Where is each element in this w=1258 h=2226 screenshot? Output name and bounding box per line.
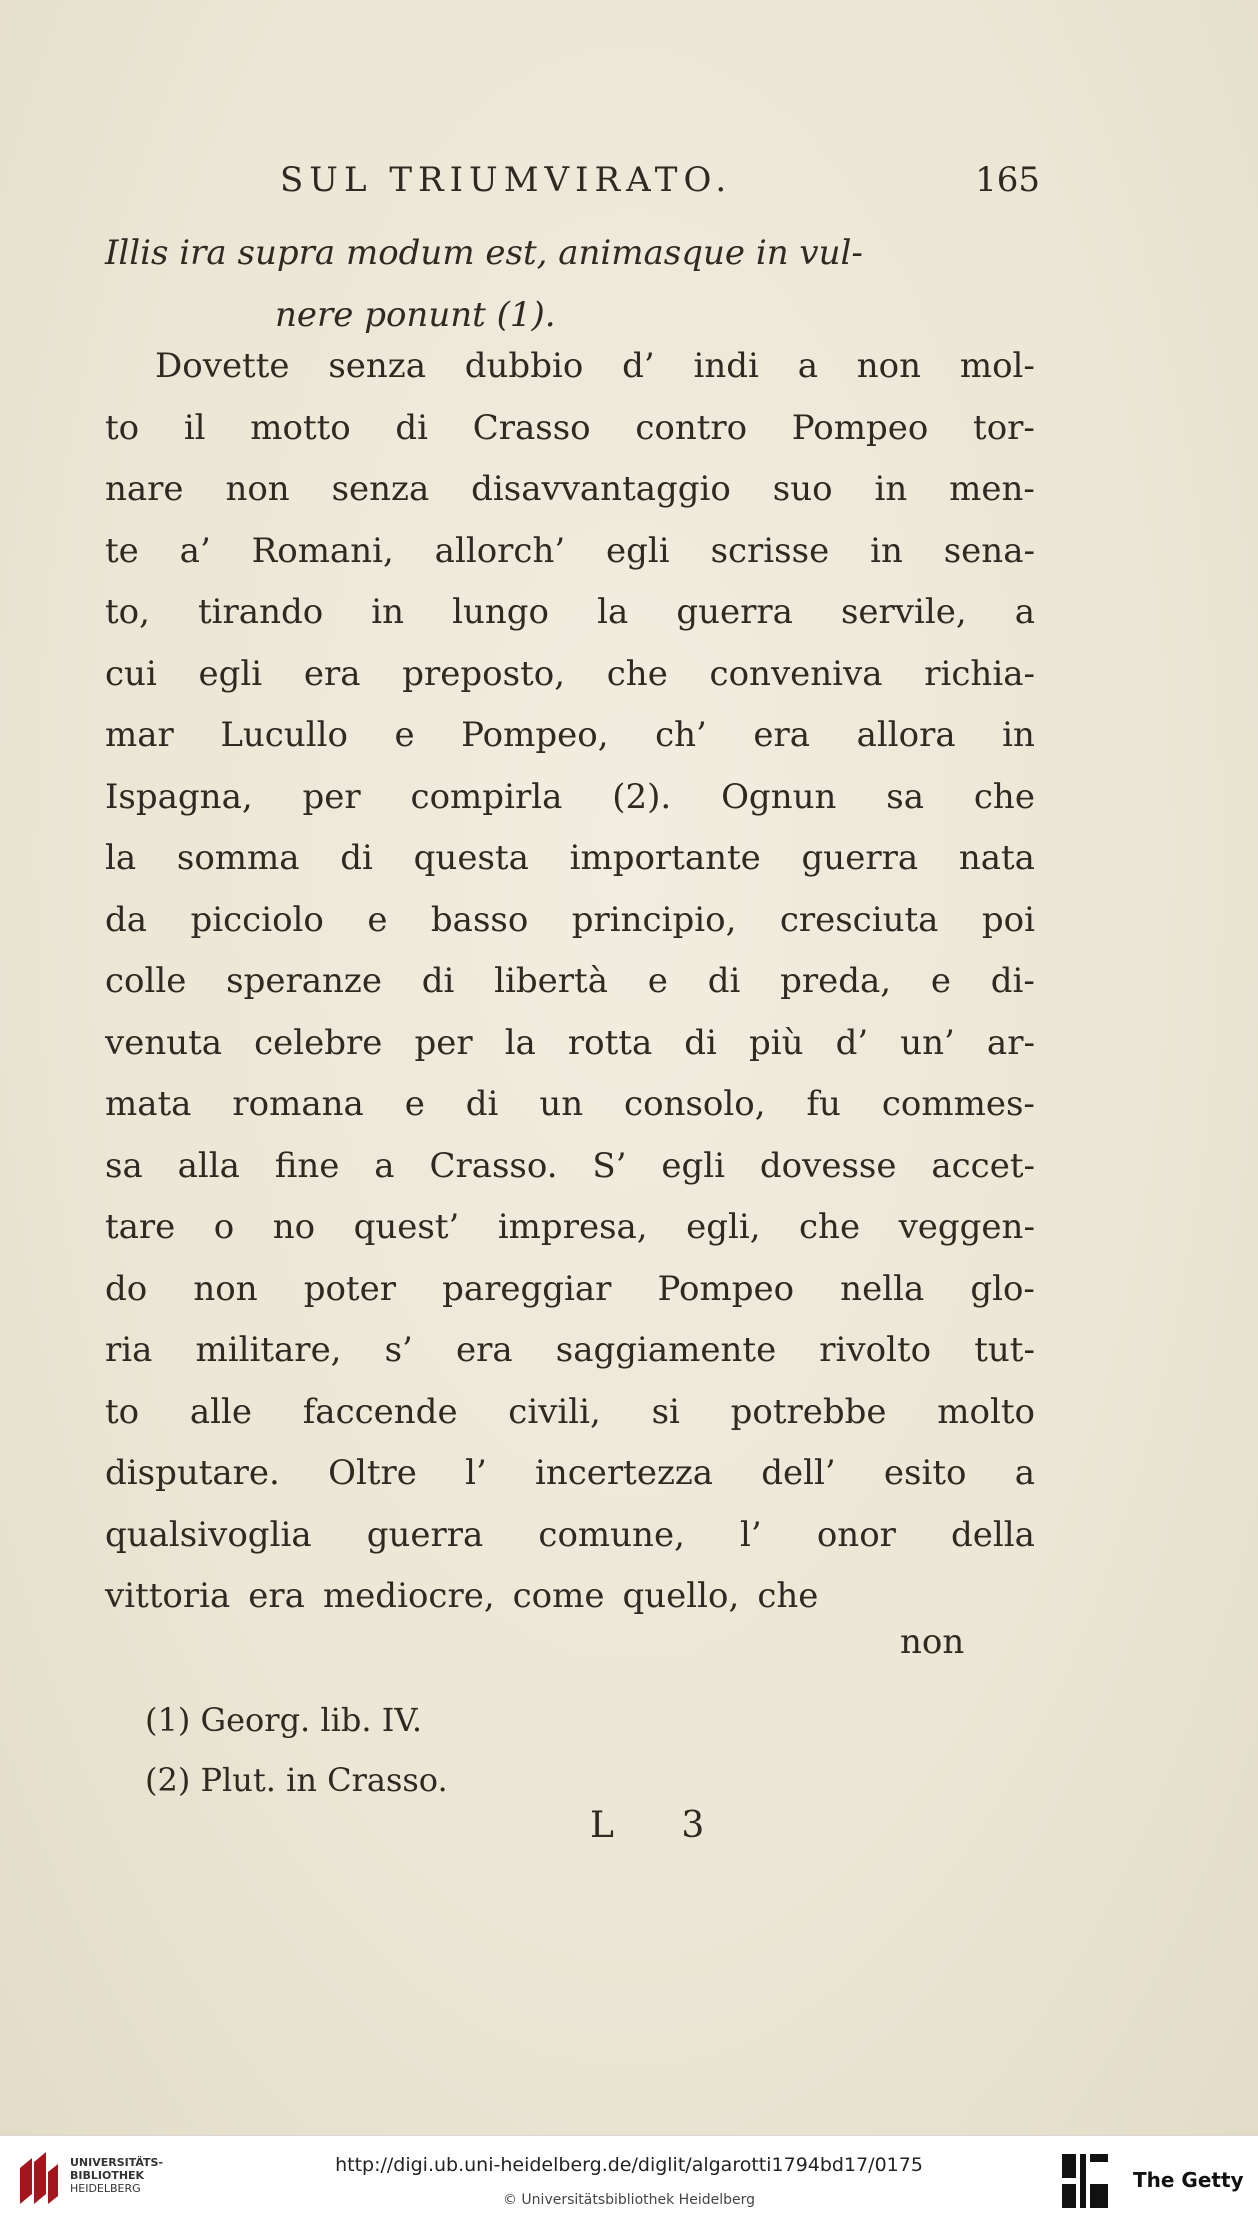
text-line: sa alla fine a Crasso. S’ egli dovesse accet- [105,1145,1035,1186]
text-line: do non poter pareggiar Pompeo nella glo- [105,1268,1035,1309]
text-line: qualsivoglia guerra comune, l’ onor della [105,1514,1035,1555]
text-line: da picciolo e basso principio, cresciuta poi [105,899,1035,940]
text-line: vittoria era mediocre, come quello, che [105,1576,819,1616]
text-line: to il motto di Crasso contro Pompeo tor- [105,407,1035,448]
running-title: SUL TRIUMVIRATO. [280,160,733,200]
catchword: non [900,1622,965,1662]
text-line: venuta celebre per la rotta di più d’ un’ ar- [105,1022,1035,1063]
getty-logo-icon [1058,2150,1112,2212]
permalink-url[interactable]: http://digi.ub.uni-heidelberg.de/diglit/algarotti1794bd17/0175 [335,2154,923,2176]
running-header [280,160,1040,210]
text-line: tare o no quest’ impresa, egli, che veggen- [105,1207,1035,1247]
text-line: disputare. Oltre l’ incertezza dell’ esito a [105,1453,1035,1493]
text-line: mata romana e di un consolo, fu commes- [105,1084,1035,1124]
getty-name: The Getty [1133,2168,1244,2192]
text-line: mar Lucullo e Pompeo, ch’ era allora in [105,715,1035,755]
footnote: (1) Georg. lib. IV. [145,1701,423,1739]
text-line: te a’ Romani, allorch’ egli scrisse in sena- [105,530,1035,571]
text-line: to, tirando in lungo la guerra servile, a [105,592,1035,632]
text-line: ria militare, s’ era saggiamente rivolto tut- [105,1330,1035,1370]
footnote: (2) Plut. in Crasso. [145,1761,448,1799]
university-library-name: UNIVERSITÄTS- BIBLIOTHEK HEIDELBERG [70,2156,164,2195]
latin-quotation [105,222,1045,346]
quote-line: nere ponunt (1). [275,295,556,335]
text-line: nare non senza disavvantaggio suo in men- [105,469,1035,509]
page-number: 165 [975,160,1040,200]
quote-line: Illis ira supra modum est, animasque in vul- [105,233,863,273]
viewer-footer [0,2135,1258,2226]
text-line: la somma di questa importante guerra nata [105,838,1035,878]
text-line: to alle faccende civili, si potrebbe molto [105,1391,1035,1432]
signature-mark: L 3 [590,1805,733,1846]
footnotes [145,1690,448,1810]
copyright-notice: © Universitätsbibliothek Heidelberg [502,2192,755,2208]
text-line: colle speranze di libertà e di preda, e di- [105,961,1035,1001]
text-line: Dovette senza dubbio d’ indi a non mol- [155,346,1035,386]
text-line: Ispagna, per compirla (2). Ognun sa che [105,776,1035,817]
text-line: cui egli era preposto, che conveniva richia- [105,653,1035,694]
body-paragraph [105,336,1035,1628]
